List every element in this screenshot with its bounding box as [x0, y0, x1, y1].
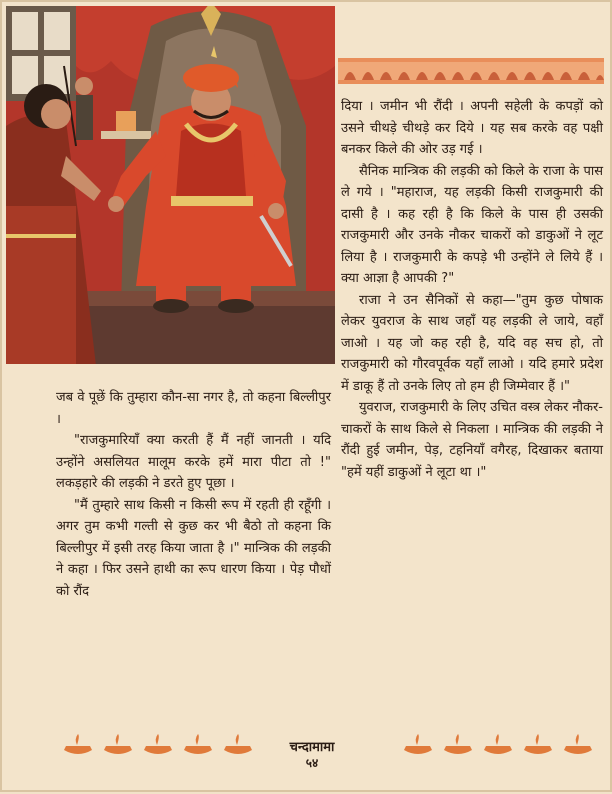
left-paragraph: जब वे पूछें कि तुम्हारा कौन-सा नगर है, तो कहना बिल्लीपुर । [56, 390, 331, 427]
page-footer [2, 734, 612, 794]
left-paragraph: "राजकुमारियाँ क्या करती हैं मैं नहीं जानती । यदि उन्होंने असलियत मालूम करके हमें मारा पीटा तो !" लकड़हारे की लड़की ने डरते हुए पूछा । [56, 433, 331, 491]
decorative-band [338, 58, 604, 84]
left-paragraph: "मैं तुम्हारे साथ किसी न किसी रूप में रहती ही रहूँगी । अगर तुम कभी गल्ती से कुछ कर भी बैठो तो कहना कि बिल्लीपुर में इसी तरह किया जाता है ।" मान्त्रिक की लड़की ने कहा । फिर उसने हाथी का रूप धारण किया । पेड़ पौधों को रौंद [56, 497, 331, 599]
left-text-column [56, 387, 331, 602]
right-paragraph: दिया । जमीन भी रौंदी । अपनी सहेली के कपड़ों को उसने चीथड़े चीथड़े कर दिये । यह सब करके वह पक्षी बनकर किले की ओर उड़ गई । [341, 99, 603, 157]
right-paragraph: युवराज, राजकुमारी के लिए उचित वस्त्र लेकर नौकर-चाकरों के साथ किले से निकला । मान्त्रिक की लड़की ने रौंदी हुई जमीन, पेड़, टहनियाँ वगैरह, दिखाकर बताया "हमें यहीं डाकुओं ने लूटा था ।" [341, 400, 603, 480]
right-paragraph: राजा ने उन सैनिकों से कहा—"तुम कुछ पोषाक लेकर युवराज के साथ जहाँ यह लड़की ले जाये, वहाँ जाओ । यह जो कह रही है, यदि वह सच हो, तो राजकुमारी को गौरवपूर्वक यहाँ लाओ । यदि हमारे प्रदेश में डाकू हैं तो उनके लिए तो हम ही जिम्मेवार हैं ।" [341, 292, 603, 394]
story-illustration [6, 6, 335, 364]
king-throne-illustration [6, 6, 335, 364]
page-number: ५४ [305, 756, 319, 770]
magazine-title: चन्दामामा [289, 740, 335, 755]
oil-lamp-icon [400, 734, 600, 756]
right-text-column [341, 96, 603, 483]
right-paragraph: सैनिक मान्त्रिक की लड़की को किले के राजा के पास ले गये । "महाराज, यह लड़की किसी राजकुमारी की दासी है । कह रही है कि किले के पास ही उसकी राजकुमारी और उनके नौकर चाकरों को डाकुओं ने लूट लिया है । राजकुमारी के कपड़े भी उन्होंने ले लिये हैं । क्या आज्ञा है आपकी ?" [341, 163, 603, 286]
oil-lamp-icon [60, 734, 260, 756]
